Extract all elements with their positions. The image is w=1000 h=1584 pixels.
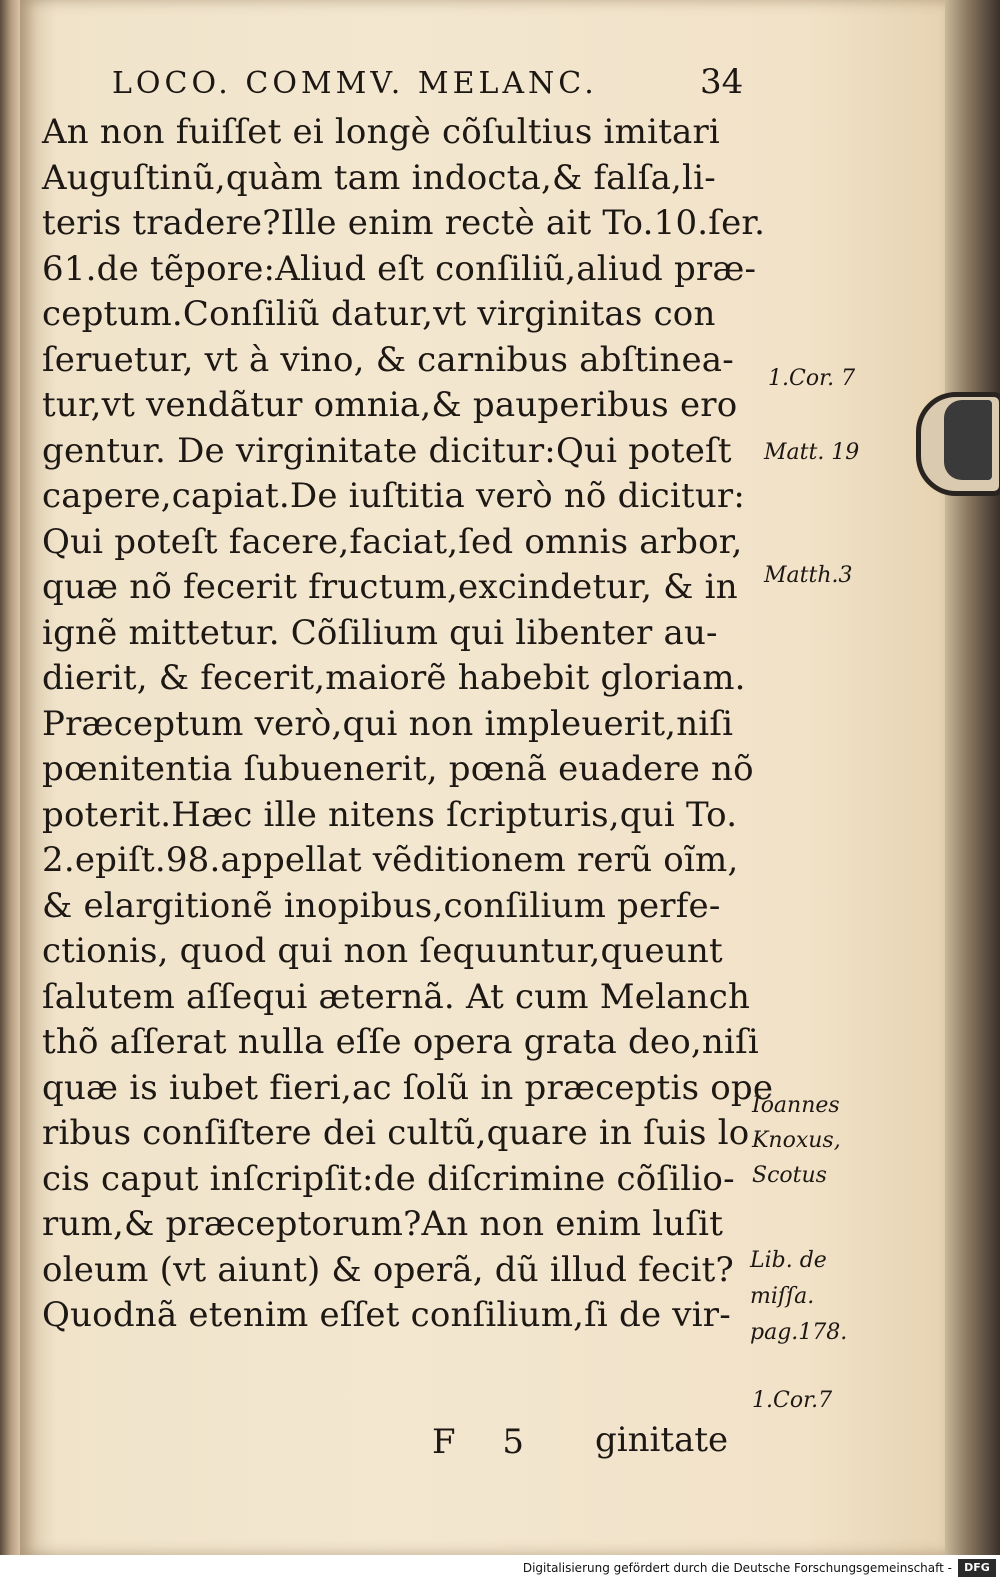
margin-note: 1.Cor.7	[752, 1388, 833, 1413]
facing-page-edge	[0, 0, 20, 1555]
running-title: LOCO. COMMV. MELANC.	[112, 66, 598, 101]
margin-note: pag.178.	[750, 1320, 848, 1345]
text-line: pœnitentia ſubuenerit, pœnã euadere nõ	[42, 749, 754, 789]
text-line: quæ is iubet fieri,ac ſolũ in præceptis ope	[42, 1067, 774, 1108]
text-line: poterit.Hæc ille nitens ſcripturis,qui To.	[42, 794, 738, 835]
margin-note: 1.Cor. 7	[768, 366, 856, 391]
text-line: 61.de tẽpore:Aliud eſt conſiliũ,aliud præ-	[42, 248, 757, 289]
text-line: rum,& præceptorum?An non enim luſit	[42, 1204, 724, 1244]
text-line: oleum (vt aiunt) & operã, dũ illud fecit?	[42, 1249, 734, 1290]
margin-note: Lib. de	[750, 1248, 827, 1273]
text-line: cis caput inſcripſit:de diſcrimine cõſilio-	[42, 1158, 735, 1199]
dfg-logo: DFG	[958, 1559, 996, 1577]
margin-note: Knoxus,	[752, 1128, 841, 1153]
text-line: Auguſtinũ,quàm tam indocta,& falſa,li-	[42, 157, 716, 198]
text-line: ignẽ mittetur. Cõſilium qui libenter au-	[42, 612, 718, 653]
page-number: 34	[700, 62, 744, 102]
margin-note: Scotus	[752, 1163, 827, 1188]
text-line: tur,vt vendãtur omnia,& pauperibus ero	[42, 385, 738, 425]
text-line: thõ aſſerat nulla eſſe opera grata deo,niſi	[42, 1022, 759, 1062]
text-line: capere,capiat.De iuſtitia verò nõ dicitur:	[42, 476, 746, 516]
book-fore-edge	[945, 0, 1000, 1555]
text-line: ribus conſiſtere dei cultũ,quare in ſuis lo	[42, 1113, 750, 1153]
text-line: dierit, & fecerit,maiorẽ habebit gloriam.	[42, 658, 746, 698]
funding-credit: Digitalisierung gefördert durch die Deutsche Forschungsgemeinschaft -	[522, 1561, 952, 1575]
page-clip-inner	[944, 400, 992, 480]
text-line: ctionis, quod qui non ſequuntur,queunt	[42, 931, 723, 971]
signature-mark: F 5	[432, 1422, 543, 1462]
text-line: Præceptum verò,qui non impleuerit,niſi	[42, 703, 734, 744]
catchword: ginitate	[595, 1420, 729, 1460]
text-line: 2.epiſt.98.appellat vẽditionem rerũ oĩm,	[42, 840, 739, 880]
text-line: An non fuiſſet ei longè cõſultius imitari	[42, 112, 720, 152]
text-line: & elargitionẽ inopibus,conſilium perfe-	[42, 885, 721, 926]
margin-note: Matt. 19	[764, 440, 860, 465]
text-line: Quodnã etenim eſſet conſilium,ſi de vir-	[42, 1295, 731, 1335]
margin-note: Ioannes	[752, 1093, 840, 1118]
text-line: ceptum.Conſiliũ datur,vt virginitas con	[42, 294, 716, 334]
text-line: Qui poteſt facere,faciat,ſed omnis arbor,	[42, 521, 743, 562]
text-line: gentur. De virginitate dicitur:Qui poteſt	[42, 430, 732, 471]
text-line: ſeruetur, vt à vino, & carnibus abſtinea-	[42, 339, 734, 380]
text-line: quæ nõ fecerit fructum,excindetur, & in	[42, 567, 738, 607]
margin-note: Matth.3	[764, 563, 853, 588]
text-line: teris tradere?Ille enim rectè ait To.10.ſer.	[42, 203, 766, 243]
margin-note: miſſa.	[750, 1284, 815, 1309]
footer-bar	[0, 1555, 1000, 1584]
main-text-block	[42, 110, 774, 1339]
text-line: ſalutem aſſequi æternã. At cum Melanch	[42, 976, 751, 1017]
